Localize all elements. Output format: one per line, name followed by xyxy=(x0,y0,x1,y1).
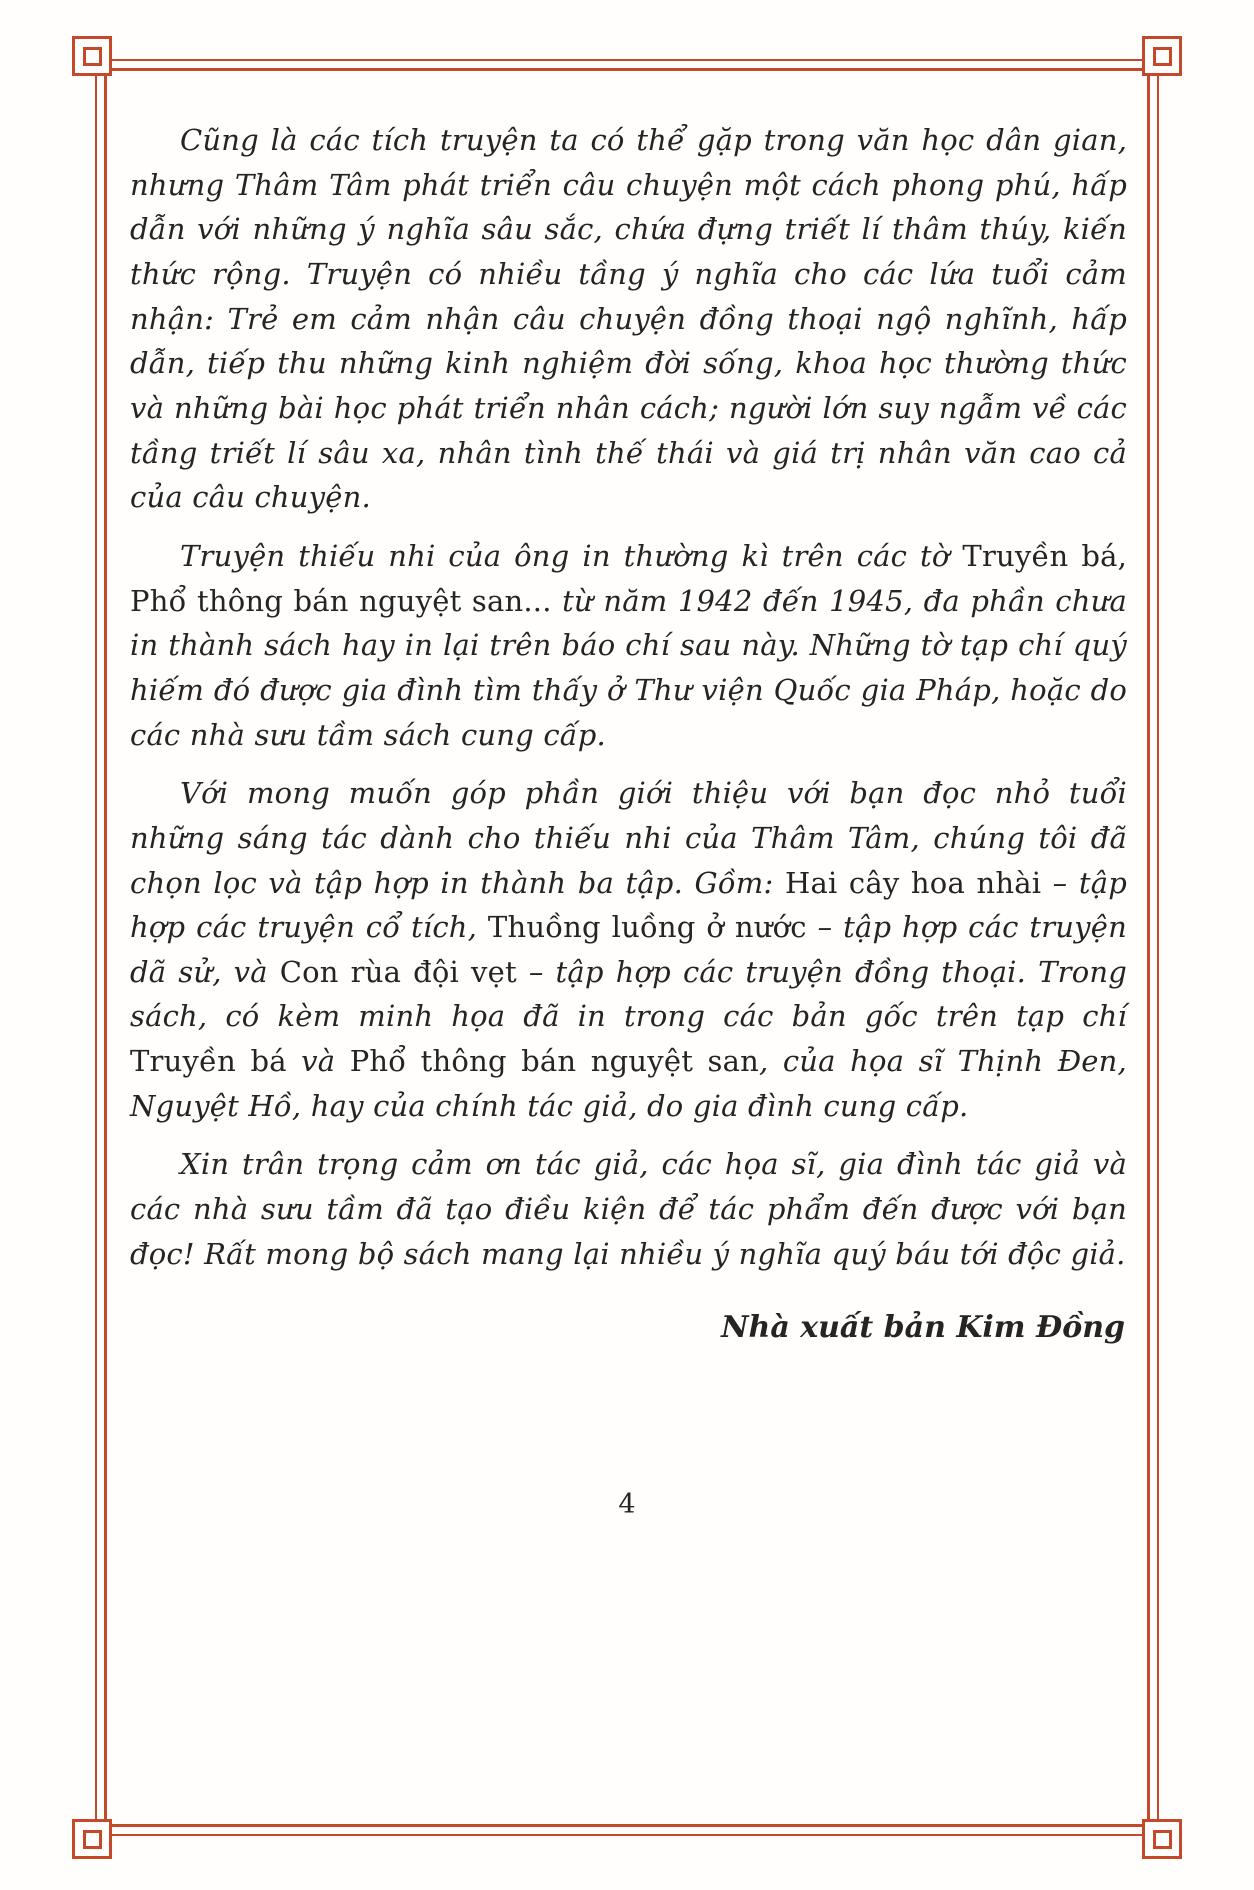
corner-ornament-bottom-left xyxy=(72,1819,112,1859)
corner-ornament-bottom-right xyxy=(1142,1819,1182,1859)
body-text-run: Cũng là các tích truyện ta có thể gặp trong văn học dân gian, nhưng Thâm Tâm phát triển câu chuyện một cách phong phú, hấp dẫn với những ý nghĩa sâu sắc, chứa đựng triết lí thâm thúy, kiến thức rộng. Truyện có nhiều tầng ý nghĩa cho các lứa tuổi cảm nhận: Trẻ em cảm nhận câu chuyện đồng thoại ngộ nghĩnh, hấp dẫn, tiếp thu những kinh nghiệm đời sống, khoa học thường thức và những bài học phát triển nhân cách; người lớn suy ngẫm về các tầng triết lí sâu xa, nhân tình thế thái và giá trị nhân văn cao cả của câu chuyện. xyxy=(130,123,1127,515)
paragraph xyxy=(130,118,1127,520)
corner-ornament-top-left xyxy=(72,36,112,76)
book-title-run: Phổ thông bán nguyệt san xyxy=(349,1044,759,1079)
page-content xyxy=(130,118,1127,1345)
body-text-run: từ năm 1942 đến 1945, đa phần chưa in thành sách hay in lại trên báo chí sau này. Những tờ tạp chí quý hiếm đó được gia đình tìm thấy ở Thư viện Quốc gia Pháp, hoặc do các nhà sưu tầm sách cung cấp. xyxy=(130,583,1127,752)
body-text-run: và xyxy=(286,1044,350,1079)
body-text-run: – tập hợp các truyện dã sử, và xyxy=(130,910,1127,989)
paragraph xyxy=(130,771,1127,1128)
body-text-run: Với mong muốn góp phần giới thiệu với bạn đọc nhỏ tuổi những sáng tác dành cho thiếu nhi của Thâm Tâm, chúng tôi đã chọn lọc và tập hợp in thành ba tập. Gồm: xyxy=(130,776,1127,900)
body-text-run: , của họa sĩ Thịnh Đen, Nguyệt Hồ, hay của chính tác giả, do gia đình cung cấp. xyxy=(130,1044,1127,1123)
body-text-run: – tập hợp các truyện cổ tích, xyxy=(130,865,1127,945)
paragraph xyxy=(130,1142,1127,1276)
body-text-run: – tập hợp các truyện đồng thoại. Trong sách, có kèm minh họa đã in trong các bản gốc trên tạp chí xyxy=(130,954,1127,1034)
book-title-run: Hai cây hoa nhài xyxy=(784,865,1042,900)
page-number: 4 xyxy=(618,1489,636,1520)
book-title-run: Truyền bá, Phổ thông bán nguyệt san... xyxy=(130,538,1127,618)
corner-ornament-top-right xyxy=(1142,36,1182,76)
paragraph xyxy=(130,534,1127,757)
body-text-run: Truyện thiếu nhi của ông in thường kì trên các tờ xyxy=(180,538,963,573)
paragraphs xyxy=(130,118,1127,1276)
book-title-run: Thuồng luồng ở nước xyxy=(487,910,807,945)
publisher-signature: Nhà xuất bản Kim Đồng xyxy=(721,1310,1125,1346)
book-title-run: Truyền bá xyxy=(130,1044,287,1079)
body-text-run: Xin trân trọng cảm ơn tác giả, các họa sĩ, gia đình tác giả và các nhà sưu tầm đã tạo điều kiện để tác phẩm đến được với bạn đọc! Rất mong bộ sách mang lại nhiều ý nghĩa quý báu tới độc giả. xyxy=(130,1147,1127,1271)
book-title-run: Con rùa đội vẹt xyxy=(279,954,517,989)
